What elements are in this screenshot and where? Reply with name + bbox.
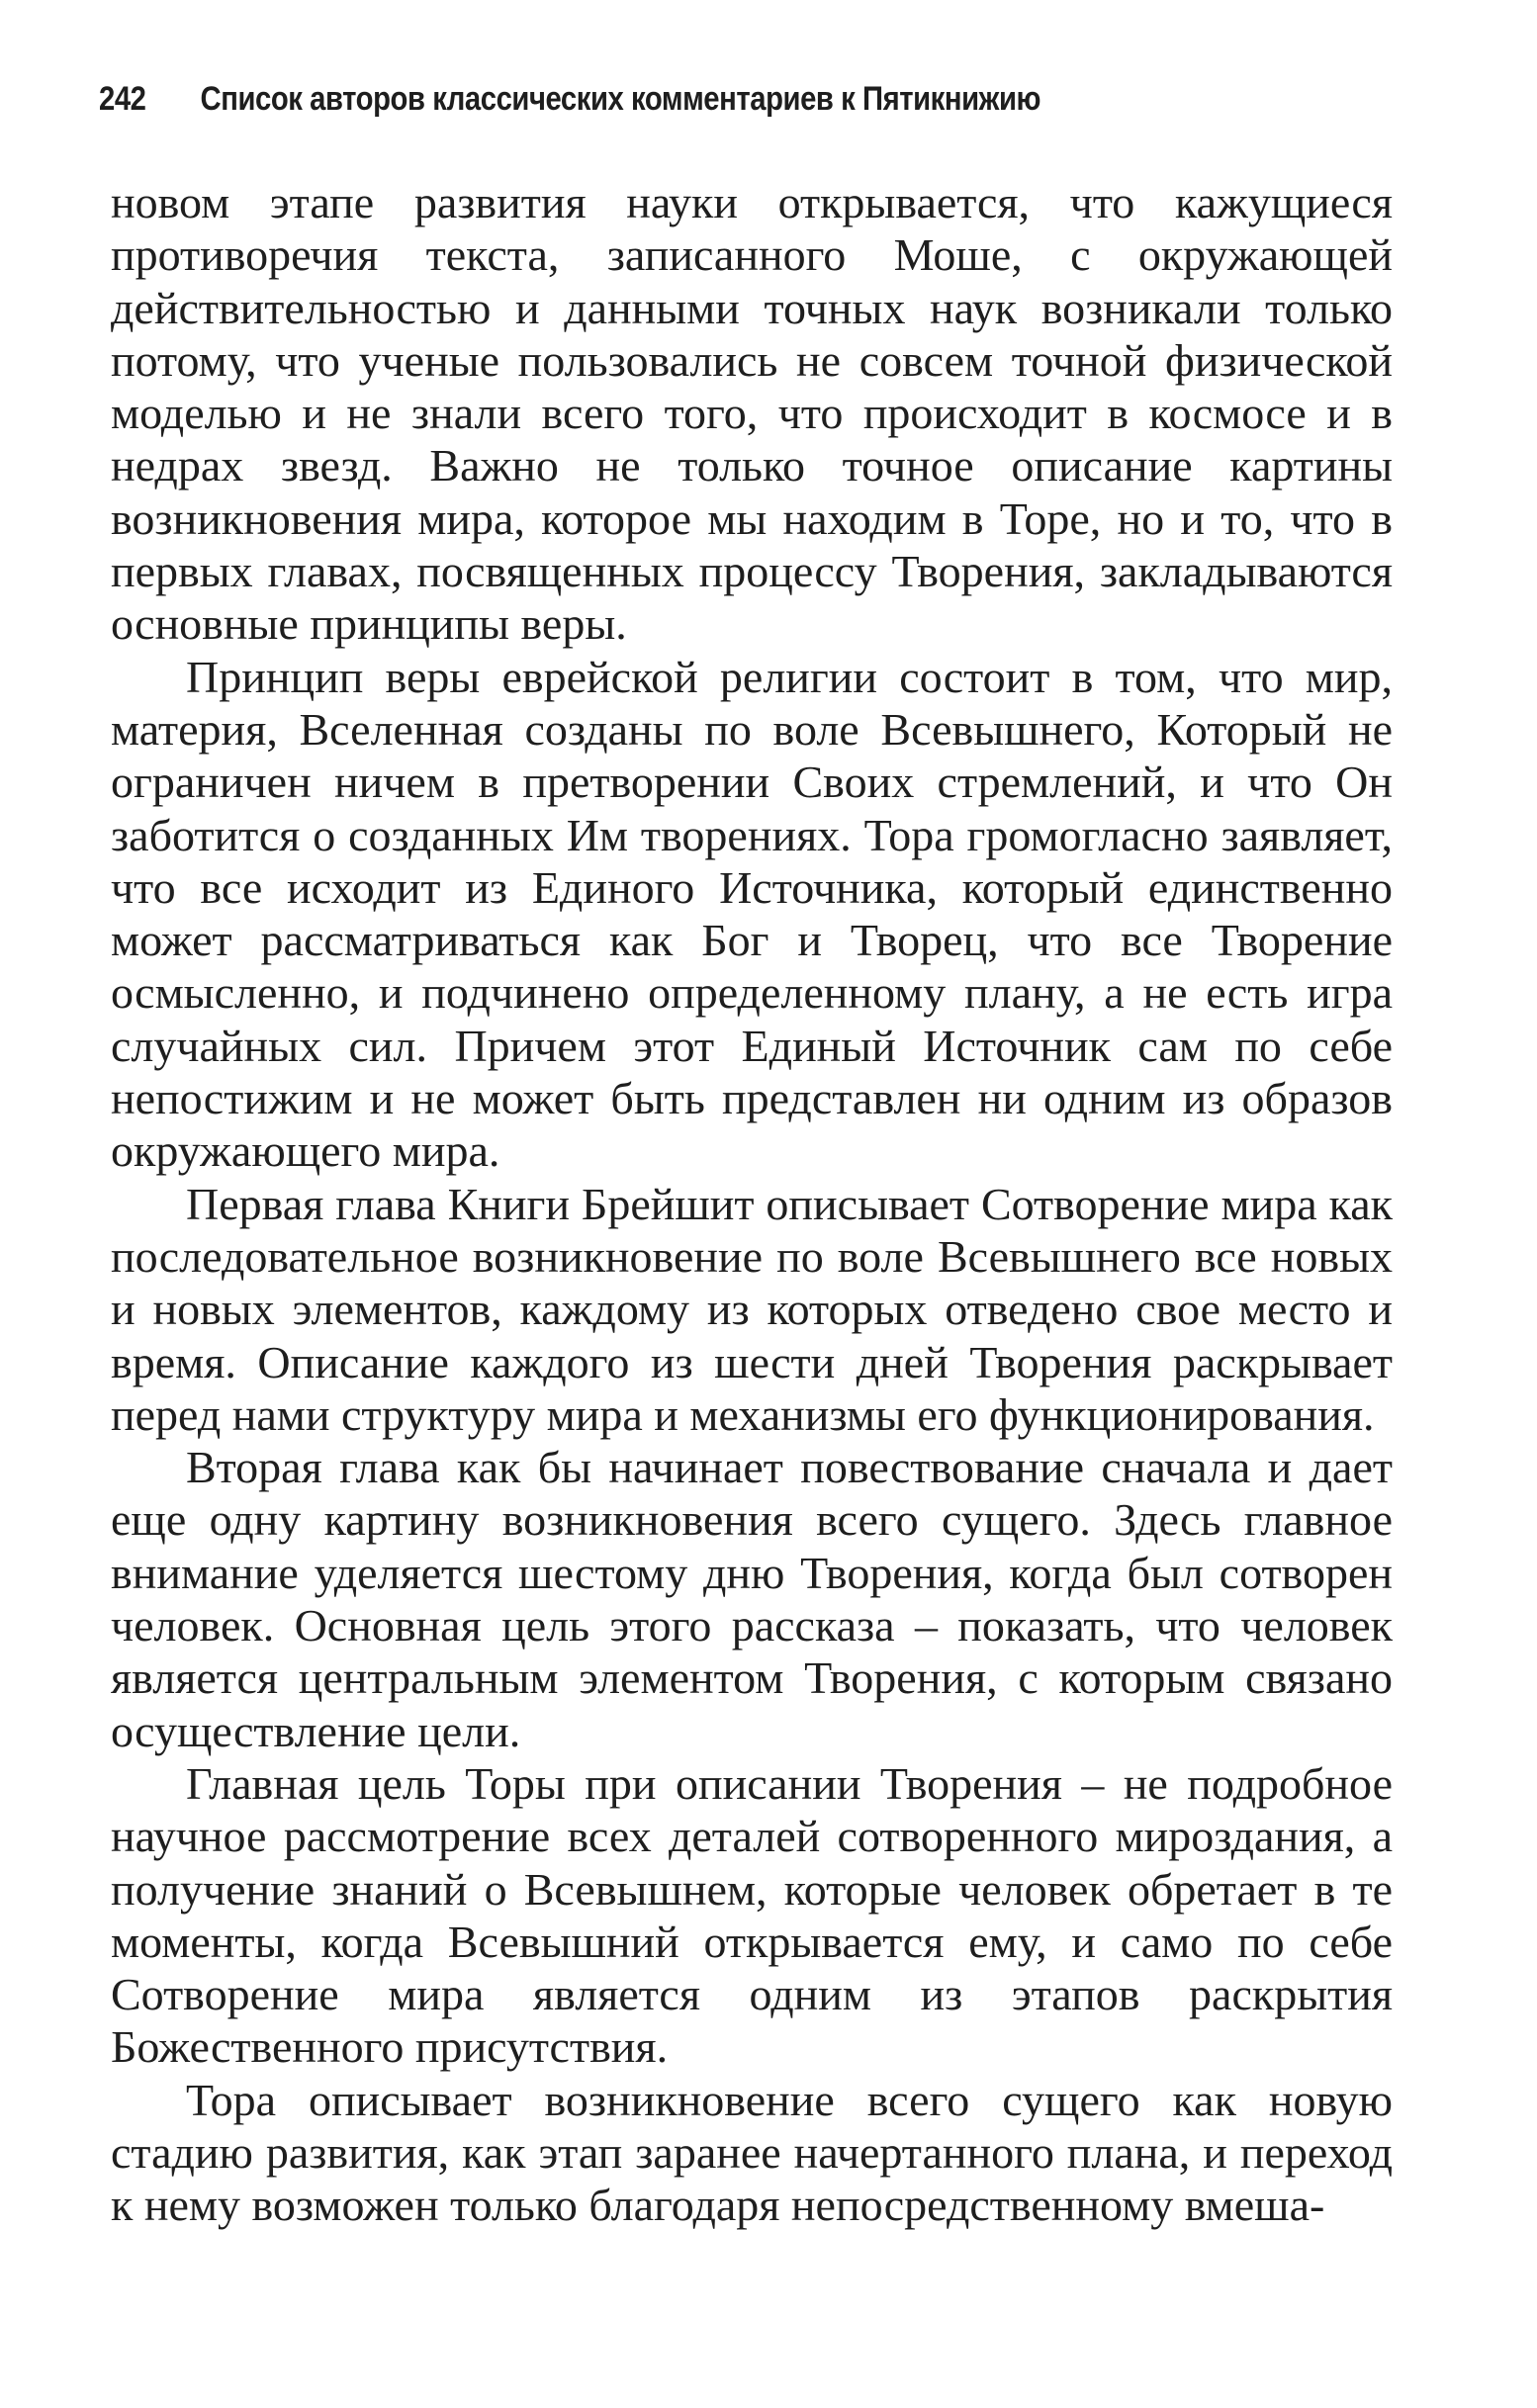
page-number: 242 bbox=[99, 80, 146, 118]
paragraph-6: Тора описывает возникновение всего сущего как новую стадию развития, как этап заранее начертанного плана, и переход к нему возможен только благодаря непосредственному вмеша- bbox=[111, 2074, 1393, 2231]
paragraph-5: Главная цель Торы при описании Творения – не подробное научное рассмотрение всех деталей сотворенного мироздания, а получение знаний о Всевышнем, которые человек обретает в те моменты, когда Всевышний открывается ему, и само по себе Сотворение мира является одним из этапов раскрытия Божественного присутствия. bbox=[111, 1757, 1393, 2073]
paragraph-3: Первая глава Книги Брейшит описывает Сотворение мира как последовательное возникновение по воле Всевышнего все новых и новых элементов, каждому из которых отведено свое место и время. Описание каждого из шести дней Творения раскрывает перед нами структуру мира и механизмы его функционирования. bbox=[111, 1178, 1393, 1440]
running-head bbox=[99, 79, 1205, 119]
body-text bbox=[111, 176, 1393, 2232]
paragraph-2: Принцип веры еврейской религии состоит в том, что мир, материя, Вселенная созданы по воле Всевышнего, Который не ограничен ничем в претворении Своих стремлений, и что Он заботится о созданных Им творениях. Тора громогласно заявляет, что все исходит из Единого Источника, который единственно может рассматриваться как Бог и Творец, что все Творение осмысленно, и подчинено определенному плану, а не есть игра случайных сил. Причем этот Единый Источник сам по себе непостижим и не может быть представлен ни одним из образов окружающего мира. bbox=[111, 651, 1393, 1177]
running-title: Список авторов классических комментариев к Пятикнижию bbox=[200, 80, 1041, 118]
paragraph-1: новом этапе развития науки открывается, что кажущиеся противоречия текста, записанного Моше, с окружающей действительностью и данными точных наук возникали только потому, что ученые пользовались не совсем точной физической моделью и не знали всего того, что происходит в космосе и в недрах звезд. Важно не только точное описание картины возникновения мира, которое мы находим в Торе, но и то, что в первых главах, посвященных процессу Творения, закладываются основные принципы веры. bbox=[111, 177, 1393, 650]
paragraph-4: Вторая глава как бы начинает повествование сначала и дает еще одну картину возникновения всего сущего. Здесь главное внимание уделяется шестому дню Творения, когда был сотворен человек. Основная цель этого рассказа – показать, что человек является центральным элементом Творения, с которым связано осуществление цели. bbox=[111, 1442, 1393, 1756]
